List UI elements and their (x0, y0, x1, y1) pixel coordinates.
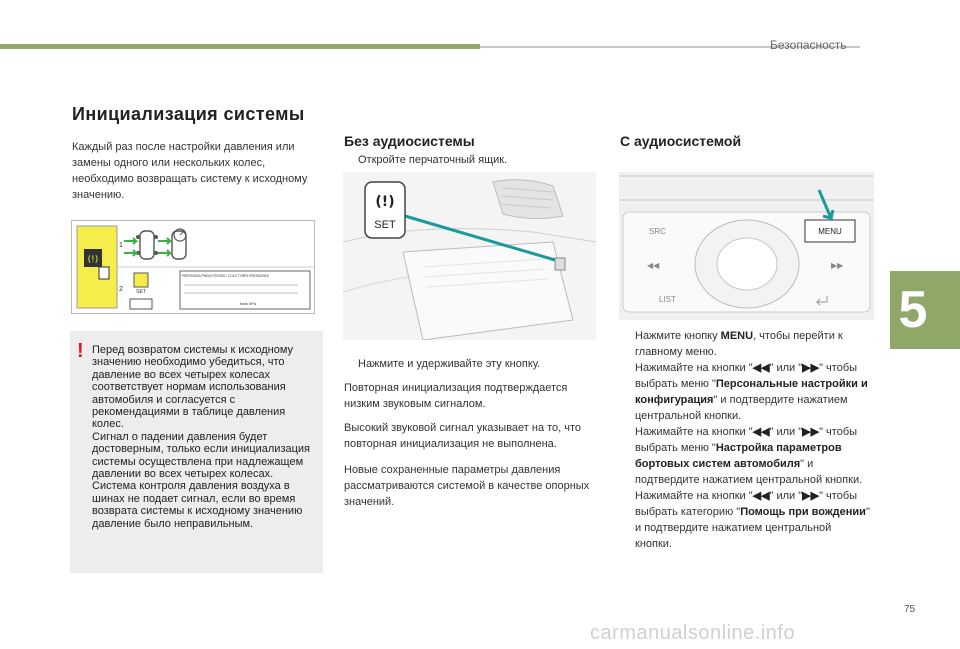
diagram-car-icon (136, 231, 158, 259)
glovebox-photo (343, 172, 596, 340)
page-number: 75 (904, 604, 916, 615)
no-audio-step-1: Откройте перчаточный ящик. (358, 154, 508, 166)
no-audio-heading: Без аудиосистемы (344, 133, 475, 149)
header-accent-bar (0, 44, 480, 49)
page-title: Инициализация системы (72, 104, 305, 124)
no-audio-text (344, 356, 596, 510)
diagram-step-2-label: 2 (119, 286, 123, 293)
diagram-hand-icon (130, 299, 152, 309)
set-label: SET (374, 219, 396, 231)
with-audio-step-1: Нажмите кнопку MENU, чтобы перейти к главному меню. (635, 330, 843, 358)
with-audio-step-4: Нажимайте на кнопки "◀◀" или "▶▶" чтобы выбрать категорию "Помощь при вождении" и подтвердите нажатием центральной кнопки. (635, 490, 870, 550)
svg-text:PRESSIONS PNEUS FROIDS / COLD: PRESSIONS PNEUS FROIDS / COLD TYRES PRESSURES (182, 274, 269, 278)
no-audio-step-2: Нажмите и удерживайте эту кнопку. (358, 358, 541, 370)
radio-illustration (619, 172, 874, 320)
air-vent-icon (493, 180, 563, 219)
next-icon: ▶▶ (802, 426, 820, 438)
prev-button: ◀◀ (647, 261, 660, 270)
diagram-step-1-label: 1 (119, 242, 123, 249)
watermark: carmanualsonline.info (590, 622, 796, 644)
diagram-manual-icon (99, 267, 109, 279)
with-audio-step-3: Нажимайте на кнопки "◀◀" или "▶▶" чтобы выбрать меню "Настройка параметров бортовых систем автомобиля" и подтвердите нажатием центральной кнопки. (635, 426, 863, 486)
with-audio-heading: С аудиосистемой (620, 133, 742, 149)
warning-text (92, 344, 320, 530)
next-button: ▶▶ (831, 261, 844, 270)
no-audio-paragraph-2: Высокий звуковой сигнал указывает на то, что повторная инициализация не выполнена. (344, 422, 582, 450)
tpms-warning-icon: (!) (375, 194, 395, 210)
menu-button-label: MENU (818, 227, 842, 236)
chapter-number: 5 (898, 281, 928, 339)
reset-diagram (71, 220, 315, 314)
with-audio-steps (621, 328, 876, 552)
reset-diagram-graphic (72, 221, 314, 313)
glovebox-illustration (343, 172, 596, 340)
section-title: Безопасность (770, 38, 847, 52)
warning-paragraph-1: Перед возвратом системы к исходному значению необходимо убедиться, что давление во всех четырех колесах соответствует нормам использования автомобиля и согласуется с рекомендациями в таблице давления колес. (92, 344, 294, 431)
diagram-set-button-icon (134, 273, 148, 287)
src-button: SRC (649, 227, 666, 236)
diagram-green-arrows-icon (124, 238, 170, 256)
glovebox-set-button (555, 258, 565, 270)
warning-icon: ! (77, 340, 84, 362)
radio-panel-photo (619, 172, 874, 320)
intro-paragraph: Каждый раз после настройки давления или замены одного или нескольких колес, необходимо возвращать систему к исходному значению. (72, 141, 308, 201)
with-audio-step-2: Нажимайте на кнопки "◀◀" или "▶▶" чтобы выбрать меню "Персональные настройки и конфигурация" и подтвердите нажатием центральной кнопки. (635, 362, 868, 422)
svg-text:(!): (!) (87, 255, 99, 265)
svg-text:bars hPa: bars hPa (240, 301, 257, 306)
next-icon: ▶▶ (802, 490, 820, 502)
warning-paragraph-2: Сигнал о падении давления будет достоверным, только если инициализация системы осуществлена при надлежащем давлении во всех четырех колесах. (92, 430, 311, 481)
prev-icon: ◀◀ (752, 426, 770, 438)
prev-icon: ◀◀ (752, 490, 770, 502)
prev-icon: ◀◀ (752, 362, 770, 374)
list-button: LIST (659, 295, 676, 304)
no-audio-paragraph-1: Повторная инициализация подтверждается низким звуковым сигналом. (344, 382, 568, 410)
warning-paragraph-3: Система контроля давления воздуха в шинах не подает сигнал, если во время возврата системы к исходному значению давление было неправильным. (92, 480, 303, 530)
next-icon: ▶▶ (802, 362, 820, 374)
diagram-set-label: SET (136, 289, 146, 295)
no-audio-paragraph-3: Новые сохраненные параметры давления рассматриваются системой в качестве опорных значений. (344, 464, 590, 508)
